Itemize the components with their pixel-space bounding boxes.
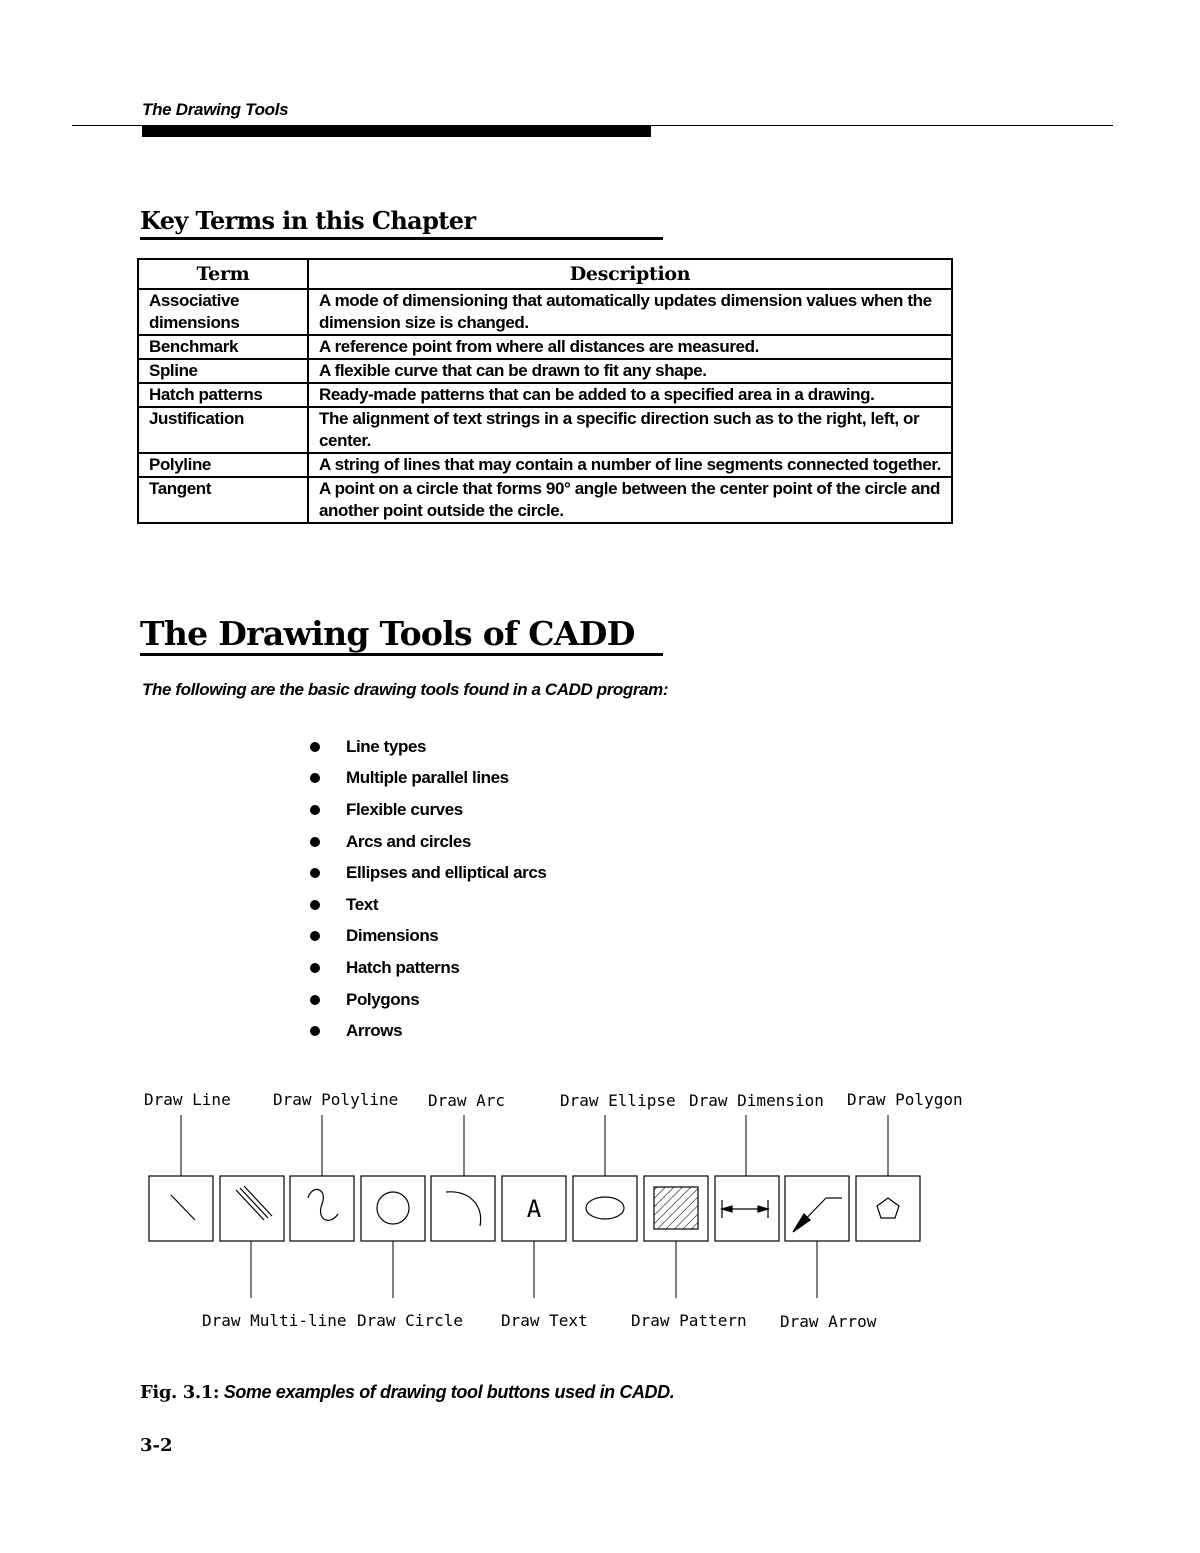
polyline-icon [308, 1189, 338, 1220]
drawing-tools-figure [0, 1080, 1200, 1350]
bullet-icon [310, 1026, 320, 1036]
label-draw-circle: Draw Circle [357, 1311, 463, 1330]
description-cell: A mode of dimensioning that automatically updates dimension values when the dimension size is changed. [308, 289, 952, 335]
label-draw-line: Draw Line [144, 1090, 231, 1109]
figure-number: Fig. 3.1: [140, 1382, 220, 1403]
term-cell: Tangent [138, 477, 308, 523]
description-cell: A reference point from where all distances are measured. [308, 335, 952, 359]
list-item: Polygons [310, 984, 546, 1016]
dimension-icon [722, 1200, 768, 1218]
arc-icon [446, 1192, 481, 1226]
term-column-header: Term [138, 259, 308, 289]
table-row [138, 359, 952, 383]
term-cell: Benchmark [138, 335, 308, 359]
pattern-icon [654, 1187, 698, 1229]
table-row [138, 335, 952, 359]
description-cell: A point on a circle that forms 90° angle between the center point of the circle and another point outside the circle. [308, 477, 952, 523]
arrow-icon [793, 1198, 842, 1232]
bullet-icon [310, 931, 320, 941]
bullet-icon [310, 900, 320, 910]
key-terms-table [137, 258, 953, 524]
label-draw-polyline: Draw Polyline [273, 1090, 399, 1109]
table-row [138, 407, 952, 453]
key-terms-heading: Key Terms in this Chapter [140, 206, 663, 240]
list-item: Arrows [310, 1015, 546, 1047]
bullet-icon [310, 995, 320, 1005]
drawing-tools-intro: The following are the basic drawing tools found in a CADD program: [142, 680, 669, 699]
label-draw-polygon: Draw Polygon [847, 1090, 963, 1109]
bullet-icon [310, 963, 320, 973]
description-cell: A flexible curve that can be drawn to fit any shape. [308, 359, 952, 383]
draw-arc-button[interactable] [431, 1176, 495, 1241]
polygon-icon [877, 1198, 899, 1218]
figure-caption-text: Some examples of drawing tool buttons used in CADD. [223, 1382, 675, 1402]
table-row [138, 289, 952, 335]
label-draw-dimension: Draw Dimension [689, 1091, 824, 1110]
drawing-tools-list [310, 731, 546, 1047]
list-item: Dimensions [310, 921, 546, 953]
table-row [138, 453, 952, 477]
list-item: Hatch patterns [310, 952, 546, 984]
drawing-tools-heading: The Drawing Tools of CADD [140, 614, 663, 656]
bullet-icon [310, 805, 320, 815]
draw-polyline-button[interactable] [290, 1176, 354, 1241]
running-head: The Drawing Tools [142, 100, 289, 119]
description-cell: The alignment of text strings in a specific direction such as to the right, left, or center. [308, 407, 952, 453]
description-cell: A string of lines that may contain a number of line segments connected together. [308, 453, 952, 477]
table-row [138, 383, 952, 407]
draw-polygon-button[interactable] [856, 1176, 920, 1241]
circle-icon [377, 1192, 409, 1224]
list-item: Line types [310, 731, 546, 763]
top-leader-lines [181, 1115, 888, 1176]
draw-arrow-button[interactable] [785, 1176, 849, 1241]
description-column-header: Description [308, 259, 952, 289]
bullet-icon [310, 868, 320, 878]
label-draw-pattern: Draw Pattern [631, 1311, 747, 1330]
draw-multiline-button[interactable] [220, 1176, 284, 1241]
label-draw-multiline: Draw Multi-line [202, 1311, 347, 1330]
line-icon [171, 1195, 195, 1220]
list-item: Text [310, 889, 546, 921]
label-draw-text: Draw Text [501, 1311, 588, 1330]
table-row [138, 477, 952, 523]
figure-caption [140, 1382, 674, 1403]
table-header-row [138, 259, 952, 289]
list-item: Multiple parallel lines [310, 763, 546, 795]
term-cell: Polyline [138, 453, 308, 477]
bullet-icon [310, 773, 320, 783]
description-cell: Ready-made patterns that can be added to a specified area in a drawing. [308, 383, 952, 407]
term-cell: Spline [138, 359, 308, 383]
label-draw-arrow: Draw Arrow [780, 1312, 877, 1331]
list-item: Ellipses and elliptical arcs [310, 857, 546, 889]
text-icon: A [526, 1195, 542, 1223]
label-draw-ellipse: Draw Ellipse [560, 1091, 676, 1110]
header-bar [142, 125, 651, 137]
draw-circle-button[interactable] [361, 1176, 425, 1241]
draw-pattern-button[interactable] [644, 1176, 708, 1241]
draw-dimension-button[interactable] [715, 1176, 779, 1241]
multiline-icon [236, 1186, 272, 1220]
list-item: Arcs and circles [310, 826, 546, 858]
bottom-leader-lines [251, 1241, 817, 1298]
ellipse-icon [586, 1197, 624, 1219]
page-number: 3-2 [140, 1435, 173, 1456]
label-draw-arc: Draw Arc [428, 1091, 506, 1110]
bullet-icon [310, 837, 320, 847]
term-cell: Justification [138, 407, 308, 453]
list-item: Flexible curves [310, 794, 546, 826]
draw-line-button[interactable] [149, 1176, 213, 1241]
term-cell: Associative dimensions [138, 289, 308, 335]
term-cell: Hatch patterns [138, 383, 308, 407]
bullet-icon [310, 742, 320, 752]
draw-ellipse-button[interactable] [573, 1176, 637, 1241]
